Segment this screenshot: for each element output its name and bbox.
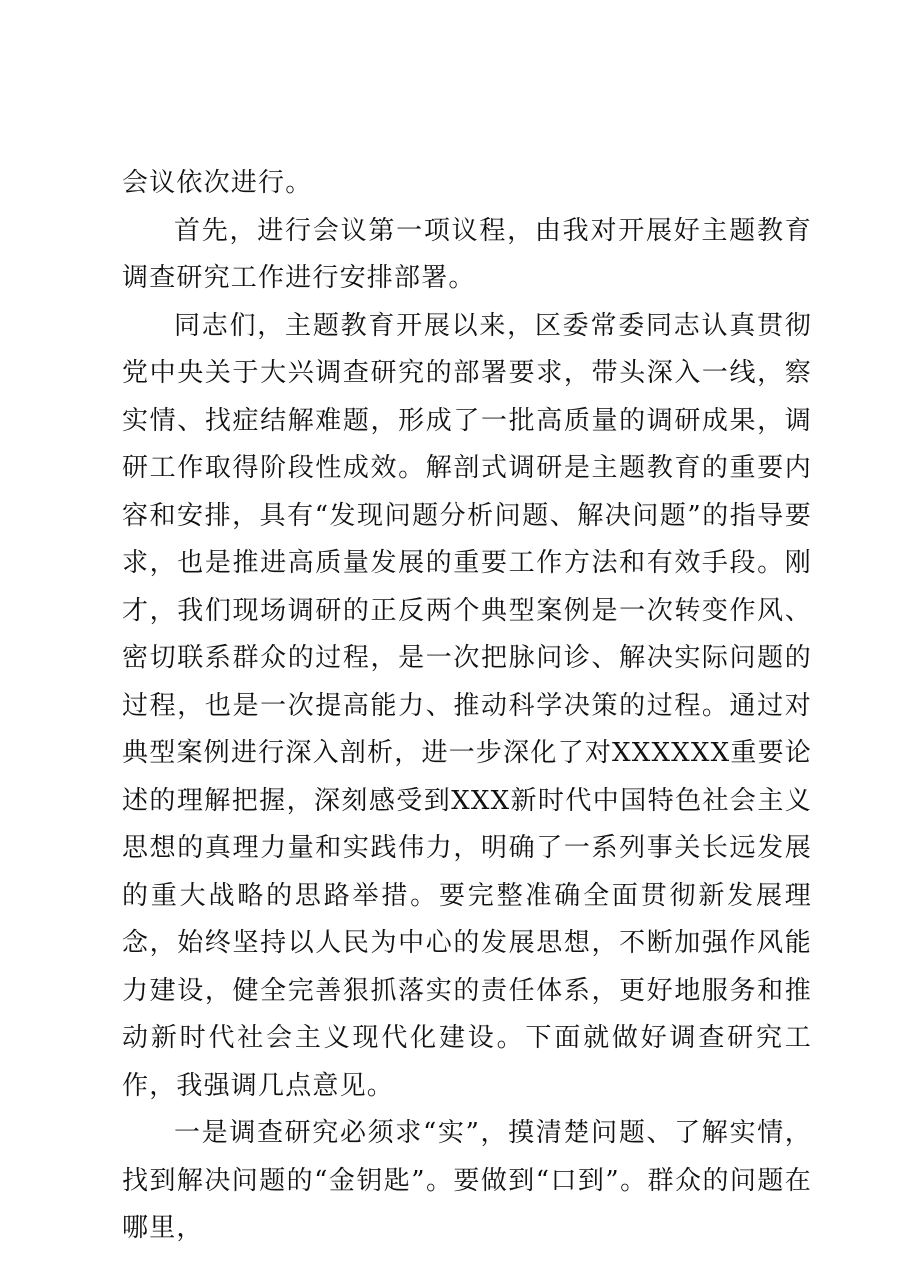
paragraph-agenda: 首先，进行会议第一项议程，由我对开展好主题教育调查研究工作进行安排部署。 <box>122 215 812 293</box>
document-body <box>122 160 812 1253</box>
paragraph-main: 同志们，主题教育开展以来，区委常委同志认真贯彻党中央关于大兴调查研究的部署要求，带头深入一线，察实情、找症结解难题，形成了一批高质量的调研成果，调研工作取得阶段性成效。解剖式调研是主题教育的重要内容和安排，具有“发现问题分析问题、解决问题”的指导要求，也是推进高质量发展的重要工作方法和有效手段。刚才，我们现场调研的正反两个典型案例是一次转变作风、密切联系群众的过程，是一次把脉问诊、解决实际问题的过程，也是一次提高能力、推动科学决策的过程。通过对典型案例进行深入剖析，进一步深化了对XXXXXX重要论述的理解把握，深刻感受到XXX新时代中国特色社会主义思想的真理力量和实践伟力，明确了一系列事关长远发展的重大战略的思路举措。要完整准确全面贯彻新发展理念，始终坚持以人民为中心的发展思想，不断加强作风能力建设，健全完善狠抓落实的责任体系，更好地服务和推动新时代社会主义现代化建设。下面就做好调查研究工作，我强调几点意见。 <box>122 310 812 1101</box>
paragraph-point-one: 一是调查研究必须求“实”，摸清楚问题、了解实情，找到解决问题的“金钥匙”。要做到“口到”。群众的问题在哪里， <box>122 1118 812 1243</box>
paragraph-continuation: 会议依次进行。 <box>122 168 313 198</box>
